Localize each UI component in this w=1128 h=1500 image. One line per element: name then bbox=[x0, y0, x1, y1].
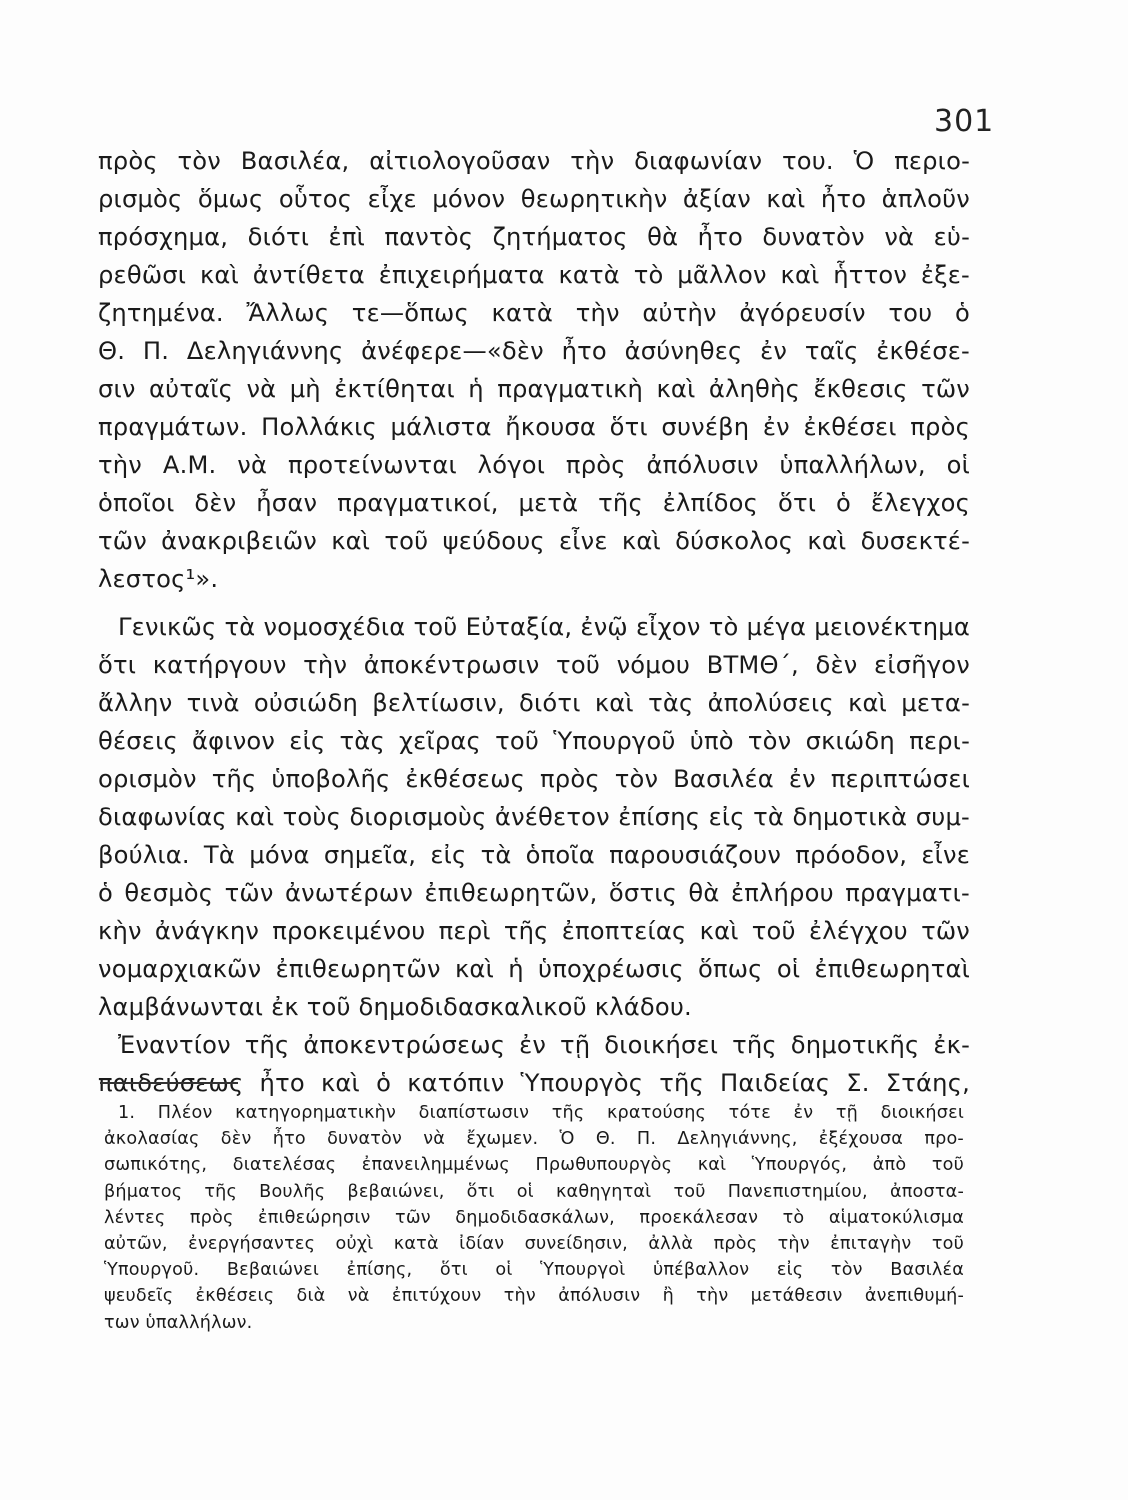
paragraph bbox=[98, 1026, 970, 1102]
footnote-line: λέντες πρὸς ἐπιθεώρησιν τῶν δημοδιδασκάλων, προεκάλεσαν τὸ αἱματοκύλισμα bbox=[104, 1207, 964, 1228]
paragraph-gap bbox=[98, 598, 970, 608]
text-line: Γενικῶς τὰ νομοσχέδια τοῦ Εὐταξία, ἐνῷ εἶχον τὸ μέγα μειονέκτημα bbox=[118, 613, 970, 641]
text-line: τὴν Α.Μ. νὰ προτείνωνται λόγοι πρὸς ἀπόλυσιν ὑπαλλήλων, οἱ bbox=[98, 451, 970, 479]
paragraph bbox=[98, 608, 970, 1026]
footnote-line: βήματος τῆς Βουλῆς βεβαιώνει, ὅτι οἱ καθηγηταὶ τοῦ Πανεπιστημίου, ἀποστα- bbox=[104, 1181, 964, 1202]
footnote-separator bbox=[100, 1082, 238, 1084]
text-line: πρόσχημα, διότι ἐπὶ παντὸς ζητήματος θὰ ἦτο δυνατὸν νὰ εὑ- bbox=[98, 223, 970, 251]
text-line: παιδεύσεως ἦτο καὶ ὁ κατόπιν Ὑπουργὸς τῆς Παιδείας Σ. Στάης, bbox=[98, 1069, 970, 1097]
text-line: διαφωνίας καὶ τοὺς διορισμοὺς ἀνέθετον ἐπίσης εἰς τὰ δημοτικὰ συμ- bbox=[98, 803, 970, 831]
footnote-line: αὐτῶν, ἐνεργήσαντες οὐχὶ κατὰ ἰδίαν συνείδησιν, ἀλλὰ πρὸς τὴν ἐπιταγὴν τοῦ bbox=[104, 1233, 964, 1254]
text-line: λεστος¹». bbox=[98, 565, 219, 593]
footnote bbox=[104, 1100, 964, 1336]
text-line: πραγμάτων. Πολλάκις μάλιστα ἤκουσα ὅτι συνέβη ἐν ἐκθέσει πρὸς bbox=[98, 413, 970, 441]
footnote-line: ἀκολασίας δὲν ἦτο δυνατὸν νὰ ἔχωμεν. Ὁ Θ. Π. Δεληγιάννης, ἐξέχουσα προ- bbox=[104, 1129, 964, 1150]
text-line: κὴν ἀνάγκην προκειμένου περὶ τῆς ἐποπτείας καὶ τοῦ ἐλέγχου τῶν bbox=[98, 917, 970, 945]
text-line: πρὸς τὸν Βασιλέα, αἰτιολογοῦσαν τὴν διαφωνίαν του. Ὁ περιο- bbox=[98, 147, 970, 175]
paragraph bbox=[98, 142, 970, 598]
text-line: τῶν ἀνακριβειῶν καὶ τοῦ ψεύδους εἶνε καὶ δύσκολος καὶ δυσεκτέ- bbox=[98, 527, 970, 555]
text-line: ορισμὸν τῆς ὑποβολῆς ἐκθέσεως πρὸς τὸν Βασιλέα ἐν περιπτώσει bbox=[98, 765, 970, 793]
text-line: ρεθῶσι καὶ ἀντίθετα ἐπιχειρήματα κατὰ τὸ μᾶλλον καὶ ἧττον ἐξε- bbox=[98, 261, 970, 289]
text-line: ὅτι κατήργουν τὴν ἀποκέντρωσιν τοῦ νόμου ΒΤΜΘ΄, δὲν εἰσῆγον bbox=[98, 651, 970, 679]
text-line: ὁποῖοι δὲν ἦσαν πραγματικοί, μετὰ τῆς ἐλπίδος ὅτι ὁ ἔλεγχος bbox=[98, 489, 970, 517]
text-line: Θ. Π. Δεληγιάννης ἀνέφερε—«δὲν ἦτο ἀσύνηθες ἐν ταῖς ἐκθέσε- bbox=[98, 337, 970, 365]
text-line: θέσεις ἄφινον εἰς τὰς χεῖρας τοῦ Ὑπουργοῦ ὑπὸ τὸν σκιώδη περι- bbox=[98, 727, 970, 755]
text-line: ρισμὸς ὅμως οὗτος εἶχε μόνον θεωρητικὴν ἀξίαν καὶ ἦτο ἁπλοῦν bbox=[98, 185, 970, 213]
page-number: 301 bbox=[934, 104, 995, 139]
text-line: λαμβάνωνται ἐκ τοῦ δημοδιδασκαλικοῦ κλάδου. bbox=[98, 993, 692, 1021]
text-line: Ἐναντίον τῆς ἀποκεντρώσεως ἐν τῇ διοικήσει τῆς δημοτικῆς ἐκ- bbox=[118, 1031, 970, 1059]
text-line: σιν αὐταῖς νὰ μὴ ἐκτίθηται ἡ πραγματικὴ καὶ ἀληθὴς ἔκθεσις τῶν bbox=[98, 375, 970, 403]
footnote-line: σωπικότης, διατελέσας ἐπανειλημμένως Πρωθυπουργὸς καὶ Ὑπουργός, ἀπὸ τοῦ bbox=[104, 1155, 964, 1176]
text-line: βούλια. Τὰ μόνα σημεῖα, εἰς τὰ ὁποῖα παρουσιάζουν πρόοδον, εἶνε bbox=[98, 841, 970, 869]
text-line: ὁ θεσμὸς τῶν ἀνωτέρων ἐπιθεωρητῶν, ὅστις θὰ ἐπλήρου πραγματι- bbox=[98, 879, 970, 907]
text-line: νομαρχιακῶν ἐπιθεωρητῶν καὶ ἡ ὑποχρέωσις ὅπως οἱ ἐπιθεωρηταὶ bbox=[98, 955, 970, 983]
footnote-line: 1. Πλέον κατηγορηματικὴν διαπίστωσιν τῆς κρατούσης τότε ἐν τῇ διοικήσει bbox=[118, 1103, 964, 1123]
text-line: ἄλλην τινὰ οὐσιώδη βελτίωσιν, διότι καὶ τὰς ἀπολύσεις καὶ μετα- bbox=[98, 689, 970, 717]
footnote-line: Ὑπουργοῦ. Βεβαιώνει ἐπίσης, ὅτι οἱ Ὑπουργοὶ ὑπέβαλλον εἰς τὸν Βασιλέα bbox=[104, 1260, 964, 1281]
footnote-line: των ὑπαλλήλων. bbox=[104, 1312, 253, 1333]
body-text bbox=[98, 142, 970, 1102]
text-line: ζητημένα. Ἄλλως τε—ὅπως κατὰ τὴν αὐτὴν ἀγόρευσίν του ὁ bbox=[98, 299, 970, 327]
footnote-line: ψευδεῖς ἐκθέσεις διὰ νὰ ἐπιτύχουν τὴν ἀπόλυσιν ἢ τὴν μετάθεσιν ἀνεπιθυμή- bbox=[104, 1286, 964, 1307]
